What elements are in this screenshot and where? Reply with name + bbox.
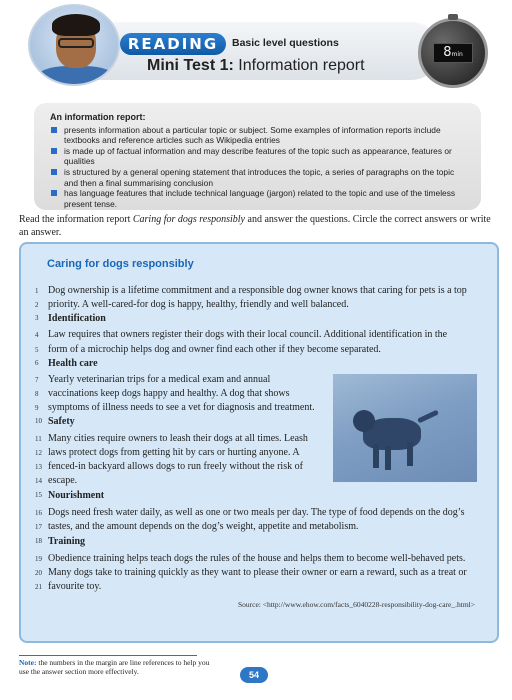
level-label: Basic level questions: [232, 37, 339, 49]
dog-head: [353, 410, 375, 432]
dog-leg: [373, 444, 379, 468]
passage-line: Yearly veterinarian trips for a medical exam and annual: [48, 374, 271, 385]
instructions-text-title: Caring for dogs responsibly: [132, 214, 245, 225]
note-divider: [19, 655, 197, 656]
instructions: [19, 214, 497, 239]
passage-line: Many dogs take to training quickly as they want to please their owner or earn a reward, such as a treat or: [48, 567, 467, 578]
passage-line: Many cities require owners to leash their dogs at all times. Leash: [48, 433, 308, 444]
timer-display: [433, 43, 473, 63]
passage-line: symptoms of illness needs to see a vet for diagnosis and treatment.: [48, 402, 315, 413]
info-item: has language features that include technical language (jargon) related to the topic and use of the timeless present tense.: [50, 188, 467, 209]
info-box: [34, 103, 481, 210]
line-number: 18: [35, 537, 42, 545]
line-number: 17: [35, 523, 42, 531]
info-item: presents information about a particular topic or subject. Some examples of information reports include textbooks and reference articles such as Wikipedia entries: [50, 125, 467, 146]
passage-line: vaccinations keep dogs happy and healthy. A dog that shows: [48, 388, 290, 399]
info-box-title: An information report:: [50, 112, 146, 122]
section-heading: Safety: [48, 416, 75, 427]
passage-line: laws protect dogs from getting hit by cars or hurting anyone. A: [48, 447, 300, 458]
line-number: 16: [35, 509, 42, 517]
info-list: [50, 125, 467, 210]
section-heading: Identification: [48, 313, 106, 324]
line-number: 8: [35, 390, 39, 398]
photo-shirt: [36, 66, 116, 86]
instructions-before: Read the information report: [19, 214, 133, 225]
stopwatch-icon: [418, 18, 488, 88]
note-label: Note:: [19, 658, 37, 667]
dog-leg: [407, 442, 413, 466]
line-number: 19: [35, 555, 42, 563]
instructions-after: and answer the questions. Circle the correct answers or write an answer.: [19, 214, 491, 238]
passage-title: Caring for dogs responsibly: [47, 258, 194, 270]
section-label: READING: [120, 33, 226, 55]
line-number: 6: [35, 359, 39, 367]
line-number: 14: [35, 477, 42, 485]
reading-passage: [19, 242, 499, 643]
line-number: 11: [35, 435, 42, 443]
passage-line: form of a microchip helps dog and owner find each other if they become separated.: [48, 344, 381, 355]
passage-line: priority. A well-cared-for dog is happy, healthy, friendly and well balanced.: [48, 299, 349, 310]
page-title-rest: Information report: [233, 57, 365, 74]
section-heading: Health care: [48, 358, 98, 369]
section-heading: Training: [48, 536, 86, 547]
page-title: [147, 57, 365, 75]
passage-line: Obedience training helps teach dogs the rules of the house and helps them to become well-behaved pets.: [48, 553, 466, 564]
line-number: 20: [35, 569, 42, 577]
passage-line: Law requires that owners register their dogs with their local council. Additional identification in the: [48, 329, 448, 340]
line-number: 3: [35, 314, 39, 322]
line-number: 5: [35, 346, 39, 354]
line-number: 13: [35, 463, 42, 471]
info-item: is structured by a general opening statement that introduces the topic, a series of paragraphs on the topic and then a final summarising conclusion: [50, 167, 467, 188]
timer-value: 8: [443, 45, 452, 60]
line-number: 15: [35, 491, 42, 499]
dog-leg: [385, 446, 391, 470]
line-number: 10: [35, 417, 42, 425]
dog-photo: [333, 374, 477, 482]
line-number: 2: [35, 301, 39, 309]
footer-note: [19, 658, 219, 676]
page-number: 54: [240, 667, 268, 683]
passage-line: fenced-in backyard allows dogs to run freely without the risk of: [48, 461, 303, 472]
timer-unit: min: [451, 51, 463, 58]
line-number: 12: [35, 449, 42, 457]
line-number: 1: [35, 287, 39, 295]
photo-glasses: [58, 38, 94, 48]
line-number: 4: [35, 331, 39, 339]
stopwatch-knob: [448, 14, 458, 20]
passage-line: favourite toy.: [48, 581, 102, 592]
line-number: 21: [35, 583, 42, 591]
info-item: is made up of factual information and may describe features of the topic such as appearance, features or qualities: [50, 146, 467, 167]
note-text: the numbers in the margin are line references to help you use the answer section more effectively.: [19, 658, 210, 676]
line-number: 7: [35, 376, 39, 384]
page-header: [0, 0, 512, 95]
photo-hair: [52, 14, 100, 36]
passage-line: escape.: [48, 475, 78, 486]
line-number: 9: [35, 404, 39, 412]
page-title-bold: Mini Test 1:: [147, 57, 234, 74]
passage-line: Dog ownership is a lifetime commitment and a responsible dog owner knows that caring for pets is a top: [48, 285, 467, 296]
passage-line: Dogs need fresh water daily, as well as one or two meals per day. The type of food depends on the dog’s: [48, 507, 465, 518]
passage-line: tastes, and the amount depends on the dog’s weight, appetite and metabolism.: [48, 521, 359, 532]
student-photo: [28, 4, 120, 86]
passage-source: Source: <http://www.ehow.com/facts_6040228-responsibility-dog-care_.html>: [237, 600, 475, 609]
section-heading: Nourishment: [48, 490, 105, 501]
dog-tail: [417, 410, 439, 424]
